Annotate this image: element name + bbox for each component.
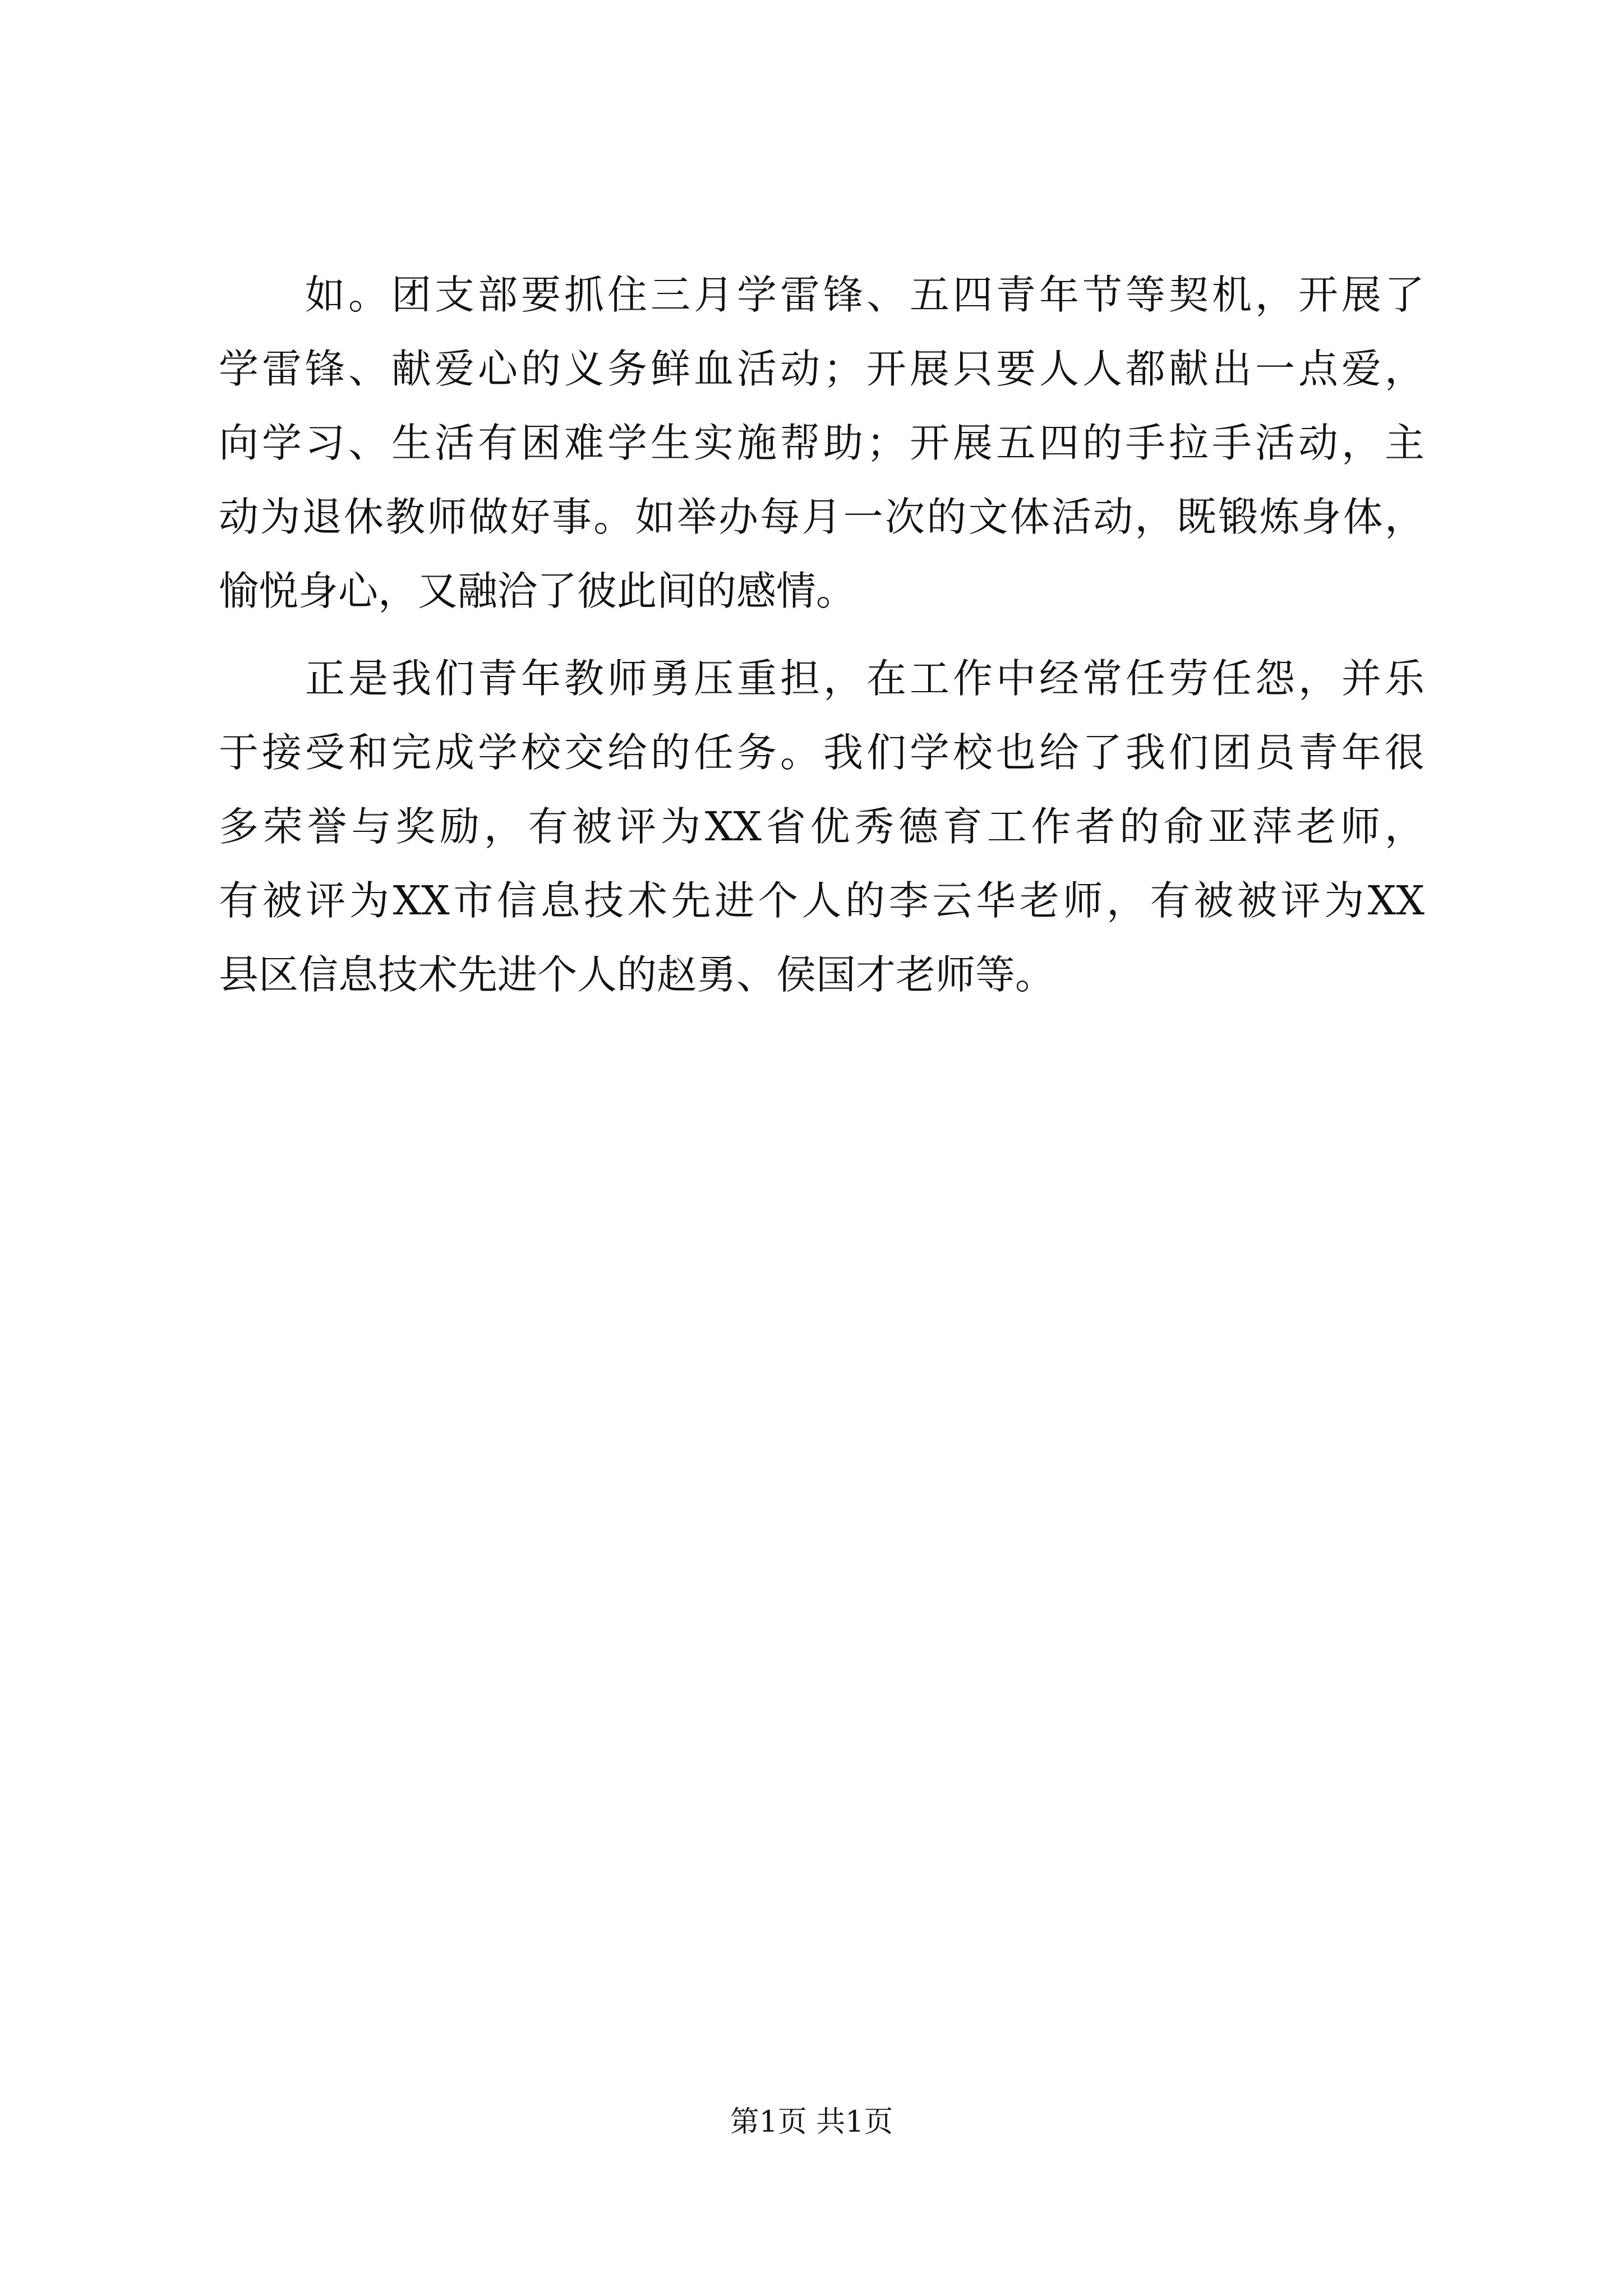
- paragraph-line: 于接受和完成学校交给的任务。我们学校也给了我们团员青年很: [219, 729, 1424, 776]
- paragraph-line: 县区信息技术先进个人的赵勇、侯国才老师等。: [219, 951, 1055, 998]
- paragraph-line: 向学习、生活有困难学生实施帮助；开展五四的手拉手活动，主: [219, 420, 1424, 466]
- document-body: [219, 258, 1424, 1012]
- paragraph-line: 有被评为XX市信息技术先进个人的李云华老师，有被被评为XX: [219, 877, 1424, 924]
- paragraph-line: 正是我们青年教师勇压重担，在工作中经常任劳任怨，并乐: [305, 655, 1424, 702]
- page-footer: 第1页 共1页: [730, 2105, 893, 2139]
- paragraph-line: 愉悦身心，又融洽了彼此间的感情。: [219, 568, 856, 614]
- paragraph-line: 如。团支部要抓住三月学雷锋、五四青年节等契机，开展了: [305, 272, 1424, 318]
- paragraph-line: 动为退休教师做好事。如举办每月一次的文体活动，既锻炼身体，: [219, 494, 1424, 540]
- paragraph-2: [219, 642, 1424, 1012]
- paragraph-line: 学雷锋、献爱心的义务鲜血活动；开展只要人人都献出一点爱，: [219, 346, 1424, 392]
- paragraph-line: 多荣誉与奖励，有被评为XX省优秀德育工作者的俞亚萍老师，: [219, 803, 1424, 850]
- paragraph-1: [219, 258, 1424, 628]
